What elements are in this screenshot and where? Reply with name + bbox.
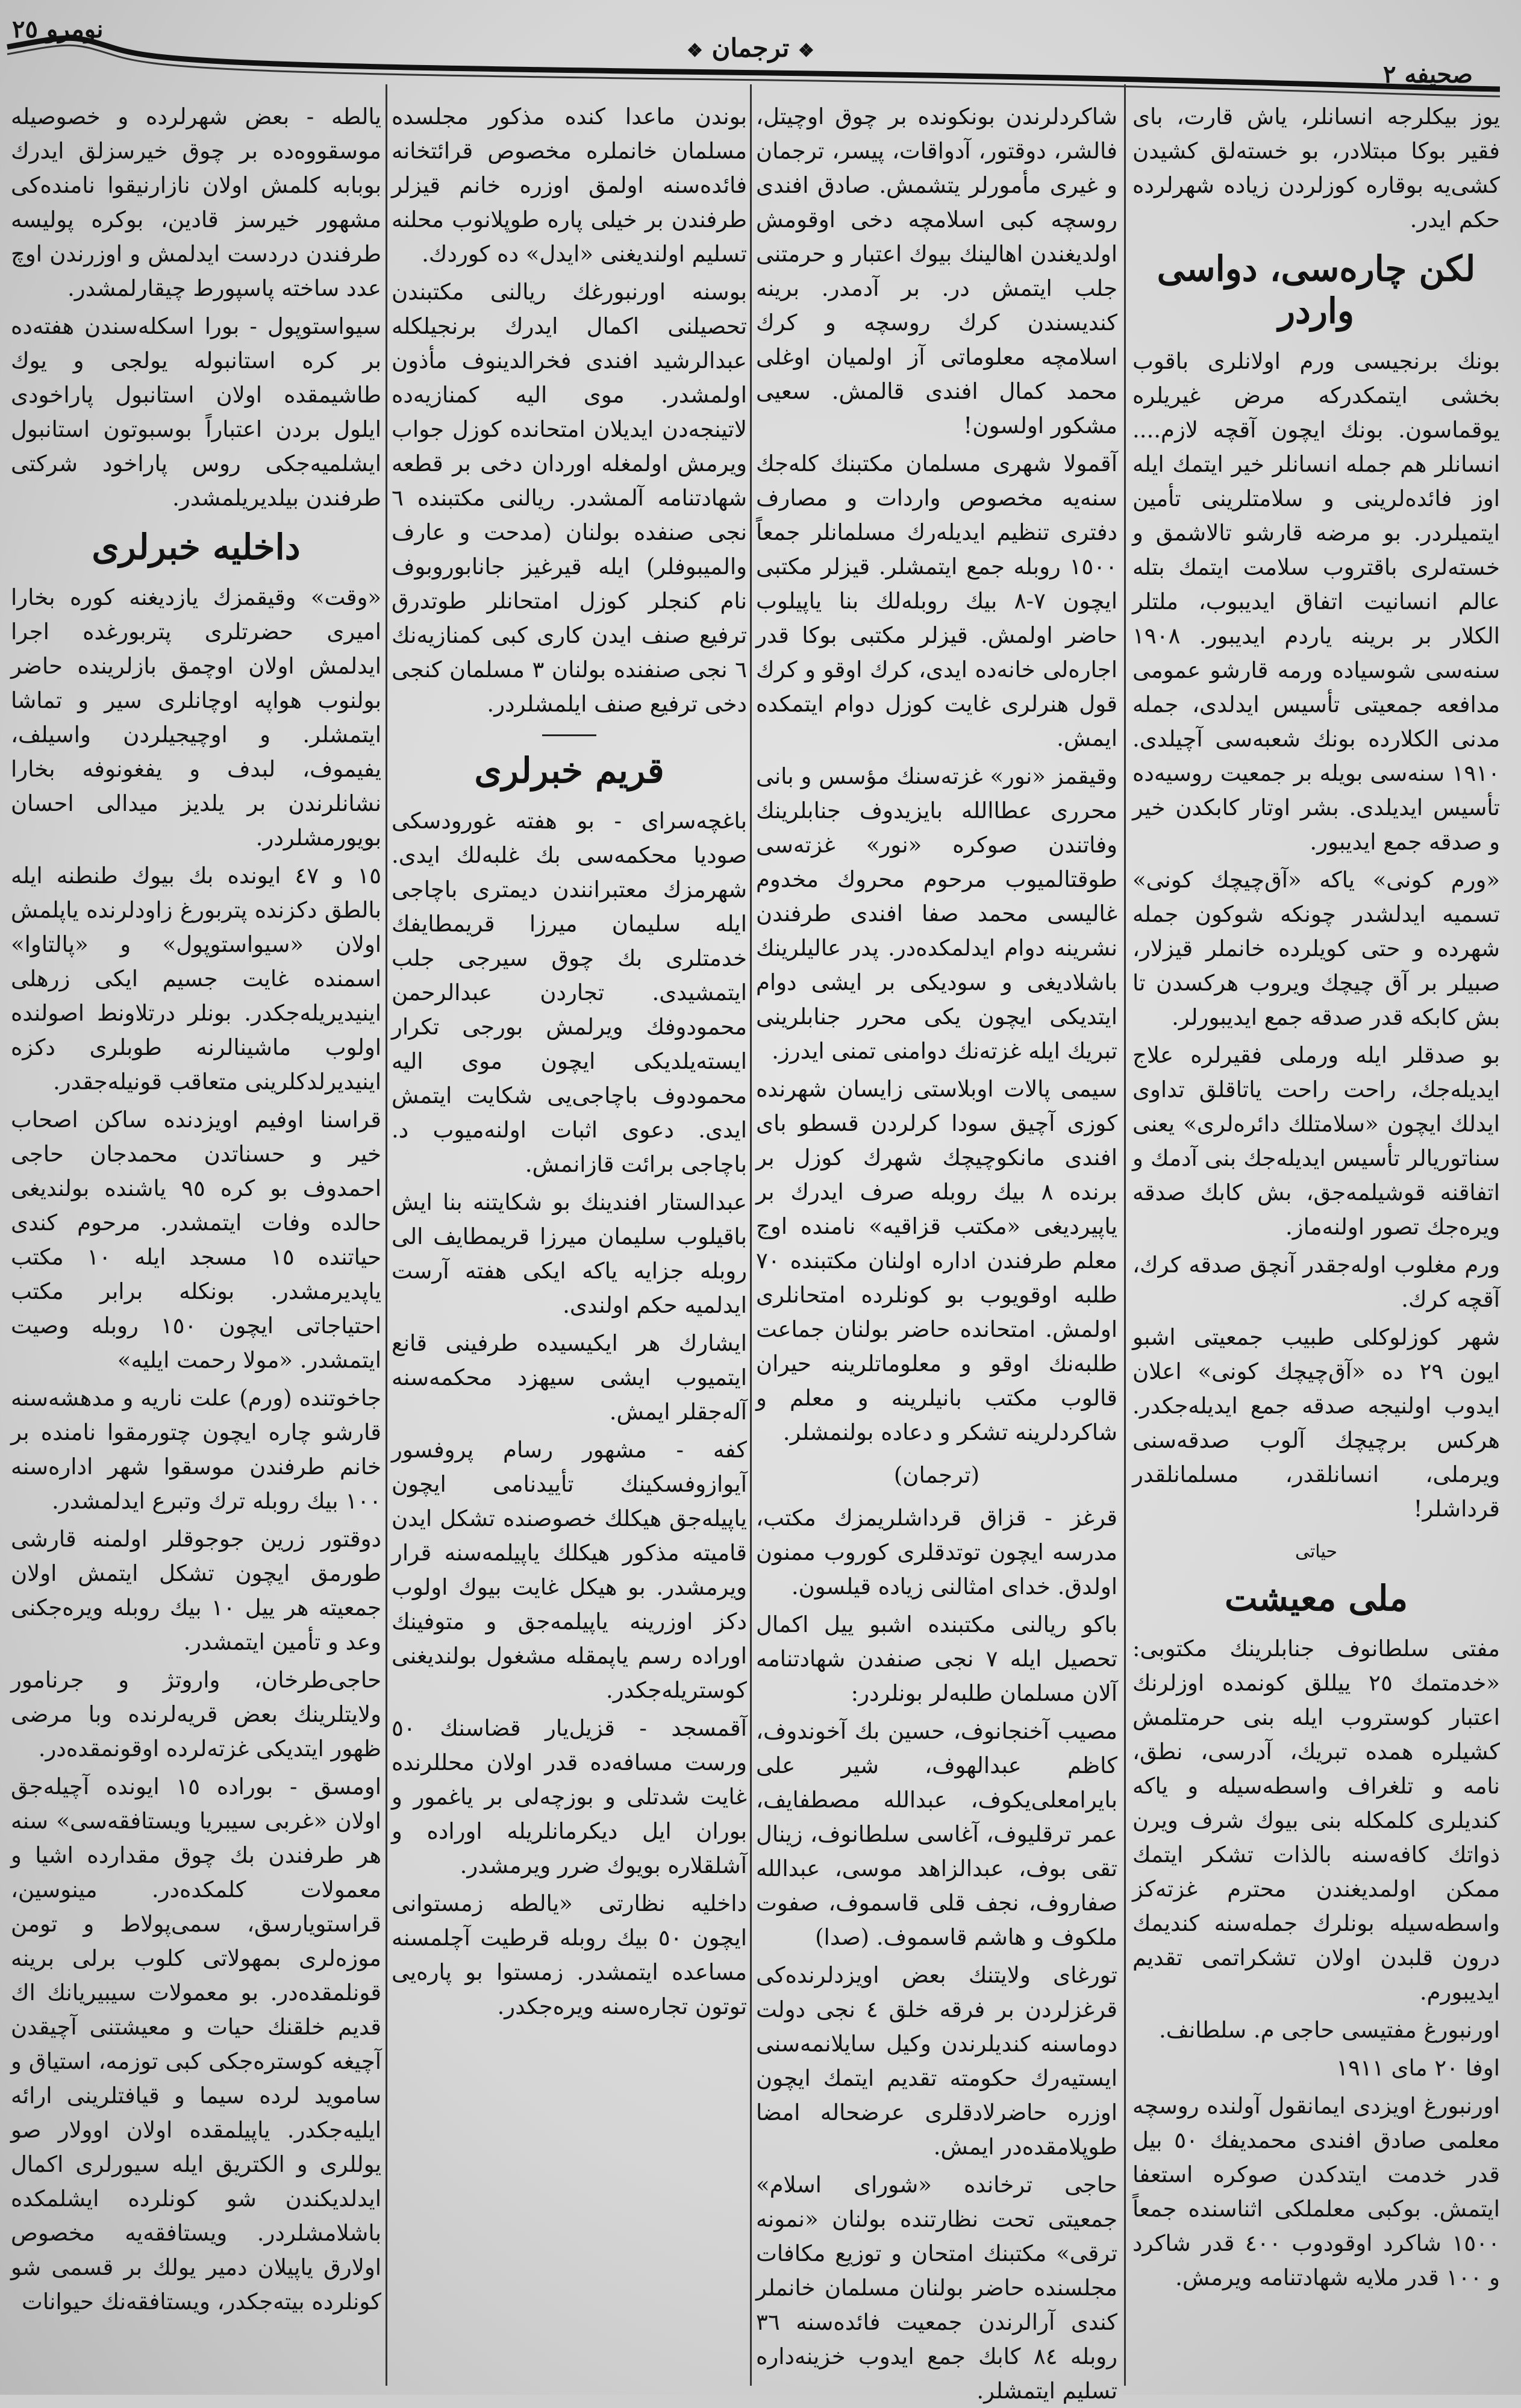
paragraph: یوز بیکلرجه انسانلر، یاش قارت، بای فقیر بوکا مبتلادر، بو خسته‌لق کشیدن کشی‌یه بوقاره کوزلردن زیاده شهرلرده حکم ایدر. — [1132, 104, 1500, 233]
paragraph: حاجی‌طرخان، واروتژ و جرنامور ولایتلرینك بعض قریه‌لرنده وبا مرضی ظهور ایتدیکی غزته‌لرده اوقونمقده‌در. — [11, 1667, 381, 1762]
paragraph: قراسنا اوفیم اویزدنده ساکن اصحاب خیر و حسناتدن محمدجان حاجی احمدوف بو کره ٩٥ یاشنده بولندیغی حالده وفات ایتمشدر. مرحوم کندی حیاتنده ١٥ مسجد ایله ١٠ مکتب یاپدیرمشدر. بونکله برابر مکتب احتیاجاتی ایچون ١٥٠ روبله وصیت ایتمشدر. «مولا رحمت ایلیه» — [11, 1107, 381, 1373]
paragraph: بونك برنجیسی ورم اولانلری باقوب بخشی ایتمکدرکه مرض غیریلره یوقماسون. بونك ایچون آقچه لازم.... انسانلر هم جمله انسانلر خیر ایتمك ایله اوز فائده‌لرینی و سلامتلرینی تأمین ایتمیلردر. بو مرضه قارشو تالاشمق و خسته‌لری باقتروب سلامت ایتمك بتله عالم انسانیت اتفاق ایدیبوب، ملتلر الکلار بر برینه یاردم ایدیبور. ١٩٠٨ سنه‌سی شوسیاده ورمه قارشو عمومی مدافعه جمعیتی تأسیس ایدلدی، جمله مدنی الکلارده بونك شعبه‌سی آچیلدی. ١٩١٠ سنه‌سی بویله بر جمعیت روسیه‌ده تأسیس ایدیلدی. بشر اوتار کابکدن خیر و صدقه جمع ایدیبور. — [1132, 348, 1500, 855]
paragraph: تورغای ولایتنك بعض اویزدلرنده‌کی قرغزلردن بر فرقه خلق ٤ نجی دولت دوماسنه کندیلرندن وکیل سایلانمه‌سنی ایستیه‌رك حکومته تقدیم ایتمك ایچون اوزره حاضرلادقلری عرضحاله امضا طوپلامقده‌در ایمش. — [756, 1962, 1117, 2160]
paragraph: قرغز - قزاق قرداشلریمزك مکتب، مدرسه ایچون توتدقلری کوروب ممنون اولدق. خدای امثالنی زیاده قیلسون. — [756, 1505, 1117, 1600]
column-3 — [392, 99, 747, 2383]
section-heading: لکن چاره‌سی، دواسی واردر — [1157, 248, 1476, 331]
paragraph: سیواستوپول - بورا اسکله‌سندن هفته‌ده بر کره استانبوله یولجی و یوك طاشیمقده اولان استانبول پاراخودی ایلول بردن اعتباراً بوسبوتون استانبول ایشلمیه‌جکی روس پاراخود شرکتی طرفندن بیلدیریلمشدر. — [11, 313, 381, 511]
paragraph: اومسق - بوراده ١٥ ایونده آچیله‌جق اولان «غربی سیبریا ویستافقه‌سی» سنه هر طرفندن بك چوق مقدارده اشیا و معمولات کلمکده‌در. مینوسین، قراستویارسق، سمی‌پولاط و تومن موزه‌لری بمهولاتی کلوب برلی برینه قونلمقده‌در. بو معمولات سیبیریانك اك قدیم خلقنك حیات و معیشتنی آچیقدن آچیغه کوستره‌جکی کبی توزمه، استیاق و ساموید لرده سیما و قیافتلرینی ارائه ایلیه‌جکدر. یاپیلمقده اولان اوولار صو یوللری و الکتریق ایله سیورلری اکمال ایدلدیکندن شو کونلرده ایشلمکده باشلامشلردر. ویستافقه‌یه مخصوص اولارق یاپیلان دمیر یولك بر قسمی شو کونلرده بیته‌جکدر، ویستافقه‌نك حیوانات — [11, 1774, 381, 2315]
paragraph: عبدالستار افندینك بو شکایتنه بنا ایش باقیلوب سلیمان میرزا قریمطایف الی روبله جزایه یاکه ایکی هفته آرست ایدلمیه حکم اولندی. — [392, 1189, 747, 1318]
paragraph: شهر کوزلوکلی طبیب جمعیتی اشبو ایون ٢٩ ده «آق‌چیچك کونی» اعلان ایدوب اولنیجه صدقه جمع ایدیلە‌جکدر. هرکس برچیچك آلوب صدقه‌سنی ویرملی، انسانلقدر، مسلمانلقدر قرداشلر! — [1132, 1324, 1501, 1522]
source-credit: (ترجمان) — [893, 1462, 980, 1488]
paragraph: «ورم کونی» یاکه «آق‌چیچك کونی» تسمیه ایدلشدر چونکه شوکون جمله شهرده و حتی کویلرده خانملر قیزلار، صبیلر بر آق چیچك ویروب هرکسدن تا بش کابکه قدر صدقه جمع ایدیبورلر. — [1132, 867, 1500, 1030]
paragraph: ١٥ و ٤٧ ایونده بك بیوك طنطنه ایله بالطق دکزنده پتربورغ زاودلرنده یاپلمش اولان «سیواستوپول» و «پالتاوا» اسمنده غایت جسیم ایکی زرهلی اینیدیریله‌جکدر. بونلر درتلاونط اصولنده اولوب ماشینالرنه طوبلری دکزه اینیدیرلدکلرینی متعاقب قونیله‌جقدر. — [11, 863, 382, 1095]
section-heading: ملی معیشت — [1224, 1578, 1408, 1619]
divider — [542, 734, 596, 736]
column-2 — [756, 99, 1118, 2404]
dateline: اوفا ٢٠ مای ١٩١١ — [1336, 2055, 1500, 2081]
paragraph: داخلیه نظارتی «یالطه زمستوانی ایچون ٥٠ بیك روبله قرطیت آچلمسنه مساعده ایتمشدر. زمستوا بو پاره‌یی توتون تجاره‌سنه ویره‌جکدر. — [392, 1890, 747, 2019]
section-heading: قریم خبرلری — [474, 750, 664, 791]
paragraph: باکو ریالنی مکتبنده اشبو ییل اکمال تحصیل ایله ٧ نجی صنفدن شهادتنامه آلان مسلمان طلبه‌لر بونلردر: — [756, 1612, 1118, 1706]
paragraph: یالطه - بعض شهرلرده و خصوصیله موسقووه‌ده بر چوق خیرسزلق ایدرك بوبابه کلمش اولان نازارنیقوا نامنده‌کی مشهور خیرسز قادین، بوکره پولیسه طرفندن دردست ایدلمش و اوزرندن اوچ عدد ساخته پاسپورط چیقارلمشدر. — [11, 104, 381, 301]
ornament-icon: ❖ — [687, 40, 703, 61]
paragraph: جاخوتنده (ورم) علت ناریه و مدهشه‌سنه قارشو چاره ایچون چتورمقوا نامنده بر خانم طرفندن موسقوا شهر اداره‌سنه ١٠٠ بیك روبله ترك وتبرع ایدلمشدر. — [11, 1385, 381, 1514]
title-text: ترجمان — [711, 33, 790, 63]
column-1 — [1132, 99, 1500, 2383]
paragraph: حاجی ترخانده «شورای اسلام» جمعیتی تحت نظارتنده بولنان «نمونه ترقی» مکتبنك امتحان و توزیع مکافات مجلسنده حاضر بولنان مسلمان خانملر کندی آرالرندن جمعیت فائده‌سنه ٣٦ روبله ٨٤ کابك جمع ایدوب خزینه‌داره تسلیم ایتمشلر. — [756, 2172, 1117, 2404]
paragraph: ایشارك هر ایکیسیده طرفینی قانع ایتمیوب ایشی سیهزد محکمه‌سنه آله‌جقلر ایمش. — [392, 1330, 747, 1425]
section-heading: داخلیه خبرلری — [92, 527, 301, 568]
paragraph: آقمولا شهری مسلمان مکتبنك کله‌جك سنه‌یه مخصوص واردات و مصارف دفتری تنظیم ایدیله‌رك مسلمانلر جمعاً ١٥٠٠ روبله جمع ایتمشلر. قیزلر مکتبی ایچون ٧-٨ بیك روبله‌لك بنا یاپیلوب حاضر اولمش. قیزلر مکتبی بوکا قدر اجاره‌لی خانه‌ده ایدی، کرك اوقو و کرك قول هنرلری غایت کوزل دوام ایتمکده ایمش. — [756, 451, 1117, 751]
issue-number: نومرو ٢٥ — [12, 15, 104, 43]
paragraph: ورم مغلوب اوله‌جقدر آنچق صدقه کرك، آقچه کرك. — [1132, 1252, 1500, 1312]
paragraph: بو صدقلر ایله ورملی فقیرلره علاج ایدیله‌جك، راحت راحت یاتاقلق تداوی ایدلك ایچون «سلامتلك دائره‌لری» یعنی سناتوریالر تأسیس ایدیله‌جك بنی آدمك و اتفاقنه قوشیلمه‌جق، بش کابك صدقه ویره‌جك تصور اولنه‌ماز. — [1132, 1042, 1500, 1240]
paragraph: بوسنه اورنبورغك ریالنی مکتبندن تحصیلنی اکمال ایدرك برنجیلکله عبدالرشید افندی فخرالدینوف مأذون اولمشدر. موی الیه کمنازیه‌ده لاتینجه‌دن ایدیلان امتحانده کوزل جواب ویرمش اولمغله اوردان دخی بر قطعه شهادتنامه آلمشدر. ریالنی مکتبنده ٦ نجی صنفده بولنان (مدحت و عارف والمیبوفلر) ایله قیرغیز جانابوروبوف نام کنجلر کوزل امتحانلر طوتدرق ترفیع صنف ایدن کاری کبی کمنازیه‌نك ٦ نجی صنفنده بولنان ٣ مسلمان کنجی دخی ترفیع صنف ایلمشلردر. — [392, 279, 747, 717]
paragraph: «وقت» وقیقمزك یازدیغنه کوره بخارا امیری حضرتلری پتربورغده اجرا ایدلمش اولان اوچمق بازلرینده حاضر بولنوب هواپه اوچانلری سیر و تماشا ایتمشلر. و اوچیجیلردن واسیلف، یفیموف، لبدف و یفغونوفه بخارا نشانلرندن بر یلدیز میدالی احسان بویورمشلردر. — [11, 584, 381, 851]
paragraph: بوندن ماعدا کنده مذکور مجلسده مسلمان خانملره مخصوص قرائتخانه فائده‌سنه اولمق اوزره خانم قیزلر طرفندن بر خیلی پاره طوپلانوب محلنه تسلیم اولندیغنی «ایدل» ده کوردك. — [392, 104, 747, 267]
paragraph: دوقتور زرین جوجوقلر اولمنه قارشی طورمق ایچون تشکل ایتمش اولان جمعیته هر ییل ١٠ بیك روبله ویره‌جکنی وعد و تأمین ایتمشدر. — [11, 1526, 381, 1655]
column-divider — [386, 84, 387, 2386]
column-divider — [1124, 84, 1126, 2386]
page-number: صحیفه ٢ — [1383, 60, 1473, 89]
paragraph: شاکردلرندن بونکونده بر چوق اوچیتل، فالشر، دوقتور، آدواقات، پیسر، ترجمان و غیری مأمورلر یتشمش. صادق افندی روسچه کبی اسلامچه دخی اوقومش اولدیغندن اهالینك بیوك اعتبار و حرمتنی جلب ایتمش در. بر آدمدر. برینه کندیسندن کرك روسچه و کرك اسلامچه معلوماتی آز اولمیان اوغلی محمد کمال افندی قالمش. سعیی مشکور اولسون! — [756, 104, 1117, 439]
paragraph: آقمسجد - قزیل‌یار قضاسنك ٥٠ ورست مسافه‌ده قدر اولان محللرنده غایت شدتلی و بوزچه‌لی بر یاغمور و بوران ایل دیکرمانلریله اوراده و آشلقلاره بویوك ضرر ویرمشدر. — [392, 1715, 747, 1878]
paragraph: سیمی پالات اوبلاستی زایسان شهرنده کوزی آچیق سودا کرلردن قسطو بای افندی مانکوچیچك شهرك کوزل بر برنده ٨ بیك روبله صرف ایدرك بر یاپیردیغی «مکتب قزاقیه» نامنده اوج معلم طرفندن اداره اولنان مکتبنده ٧٠ طلبه اوقویوب بو کونلرده امتحانلری اولمش. امتحانده حاضر بولنان جماعت طلبه‌نك اوقو و معلوماتلرینه حیران قالوب مکتب بانیلرینه و معلم و شاکردلرینه تشکر و دعاده بولنمشلر. — [756, 1076, 1117, 1445]
paragraph: مصیب آخنجانوف، حسین بك آخوندوف، کاظم عبدالهوف، شیر علی بایرامعلی‌یکوف، عبدالله مصطفایف، عمر ترقلیوف، آغاسی سلطانوف، زینال تقی بوف، عبدالزاهد موسی، عبدالله صفاروف، نجف قلی قاسموف، صفوت ملکوف و هاشم قاسموف. (صدا) — [756, 1718, 1117, 1950]
paragraph: مفتی سلطانوف جنابلرینك مکتوبی: «خدمتمك ٢٥ ییللق کونمده اوزلرنك اعتبار کوستروب ایله بنی حرمتلمش کشیلره همده تبریك، آدرسی، نطق، نامه و تلغراف واسطه‌سیله و یاکه کندیلری کلمکله بنی بیوك شرف ویرن ذواتك کافه‌سنه بالذات تشکر ایتمك ممکن اولمدیغندن محترم غزته‌کز واسطه‌سیله بونلرك جمله‌سنه کندیمك درون قلبدن اولان تشکراتمی تقدیم ایدیبورم. — [1132, 1636, 1500, 2005]
signature: اورنبورغ مفتیسی حاجی م. سلطانف. — [1158, 2017, 1500, 2043]
section-subheading: حیاتی — [1295, 1541, 1338, 1562]
column-divider — [750, 84, 752, 2386]
ornament-icon: ❖ — [798, 40, 814, 61]
newspaper-title — [687, 33, 814, 63]
paragraph: وقیقمز «نور» غزته‌سنك مؤسس و بانی محرری عطاالله بایزیدوف جنابلرینك وفاتندن صوکره «نور» غزته‌سی طوقتالمیوب مرحوم محروك مخدوم غالیسی محمد صفا افندی طرفندن نشرینه دوام ایدلمکده‌در. پدر عالیلرینك باشلادیغی و سودیکی بر ایشی دوام ایتدیکی ایچون یکی محرر جنابلرینی تبریك ایله غزته‌نك دوامنی تمنی ایدرز. — [756, 763, 1117, 1064]
column-4 — [11, 99, 381, 2383]
paragraph: باغچه‌سرای - بو هفته غورودسکی صودیا محکمه‌سی بك غلبه‌لك ایدی. شهرمزك معتبرانندن دیمتری باچاجی ایله سلیمان میرزا قریمطایفك خدمتلری بك چوق سیرجی جلب ایتمشیدی. تجاردن عبدالرحمن محمودوفك ویرلمش بورجی تکرار ایسته‌یلدیکی ایچون موی الیه محمودوف باچاجی‌یی شکایت ایتمش ایدی. دعوی اثبات اولنه‌میوب د. باچاجی برائت قازانمش. — [392, 808, 747, 1177]
paragraph: کفه - مشهور رسام پروفسور آیوازوفسکینك تأییدنامی ایچون یاپیله‌جق هیکلك خصوصنده تشکل ایدن قامیته مذکور هیکلك یاپیلمه‌سنه قرار ویرمشدر. بو هیکل غایت بیوك اولوب دکز اوزرینه یاپیلمه‌جق و متوفینك اوراده رسم یاپمقله مشغول بولندیغنی کوستریله‌جکدر. — [392, 1437, 747, 1703]
paragraph: اورنبورغ اویزدی ایمانقول آولنده روسچه معلمی صادق افندی محمدیفك ٥٠ بیل قدر خدمت ایتدکدن صوکره استعفا ایتمش. بوکبی معلملکی اثناسنده جمعاً ١٥٠٠ شاکرد اوقودوب ٤٠٠ قدر شاکرد و ١٠٠ قدر ملایه شهادتنامه ویرمش. — [1132, 2093, 1500, 2291]
